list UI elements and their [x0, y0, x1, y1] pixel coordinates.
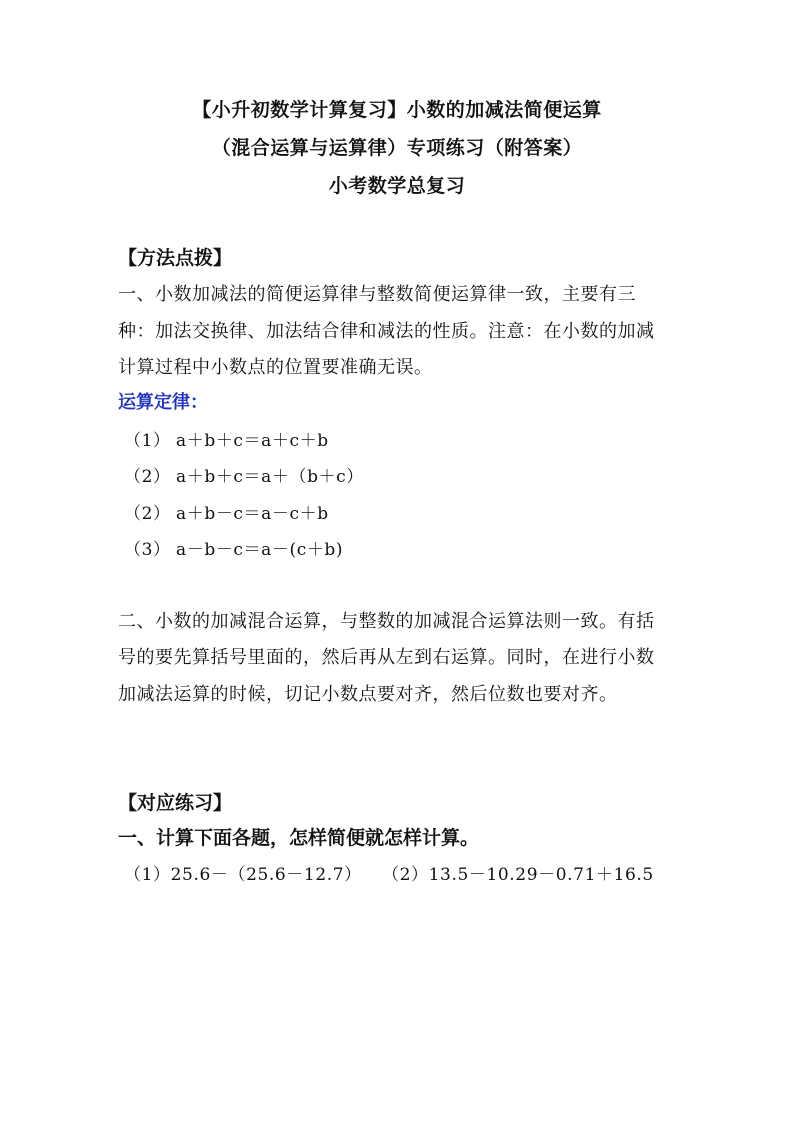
- rule-number: （2）: [124, 504, 171, 524]
- rules-label: 运算定律：: [118, 392, 208, 413]
- title-line-3: 小考数学总复习: [328, 175, 466, 197]
- method-para1-line-3: 计算过程中小数点的位置要准确无误。: [118, 357, 433, 378]
- rule-item: [124, 499, 329, 524]
- rule-expression: a－b－c＝a－(c＋b): [176, 540, 344, 560]
- method-para1-line-1: 一、小数加减法的简便运算律与整数简便运算律一致，主要有三: [118, 284, 636, 305]
- rule-number: （1）: [124, 431, 171, 451]
- method-para2-line-3: 加减法运算的时候，切记小数点要对齐，然后位数也要对齐。: [118, 684, 618, 705]
- practice-heading: 【对应练习】: [118, 792, 233, 814]
- title-line-1: 【小升初数学计算复习】小数的加减法简便运算: [192, 99, 602, 121]
- rule-item: [124, 462, 364, 487]
- rule-expression: a＋b＋c＝a＋（b＋c）: [176, 467, 364, 487]
- rule-number: （2）: [124, 467, 171, 487]
- practice-problem-1: （1）25.6－（25.6－12.7）: [124, 865, 362, 885]
- method-heading: 【方法点拨】: [118, 247, 233, 269]
- title-line-2: （混合运算与运算律）专项练习（附答案）: [211, 137, 583, 159]
- rule-number: （3）: [124, 540, 171, 560]
- rule-expression: a＋b－c＝a－c＋b: [176, 504, 329, 524]
- practice-problem-2: （2）13.5－10.29－0.71＋16.5: [382, 865, 654, 885]
- rule-item: [124, 535, 343, 560]
- method-para1-line-2: 种：加法交换律、加法结合律和减法的性质。注意：在小数的加减: [118, 321, 655, 342]
- method-para2-line-1: 二、小数的加减混合运算，与整数的加减混合运算法则一致。有括: [118, 611, 655, 632]
- method-para2-line-2: 号的要先算括号里面的，然后再从左到右运算。同时，在进行小数: [118, 647, 655, 668]
- rule-expression: a＋b＋c＝a＋c＋b: [176, 431, 329, 451]
- rule-item: [124, 426, 329, 451]
- practice-instruction: 一、计算下面各题，怎样简便就怎样计算。: [118, 827, 480, 849]
